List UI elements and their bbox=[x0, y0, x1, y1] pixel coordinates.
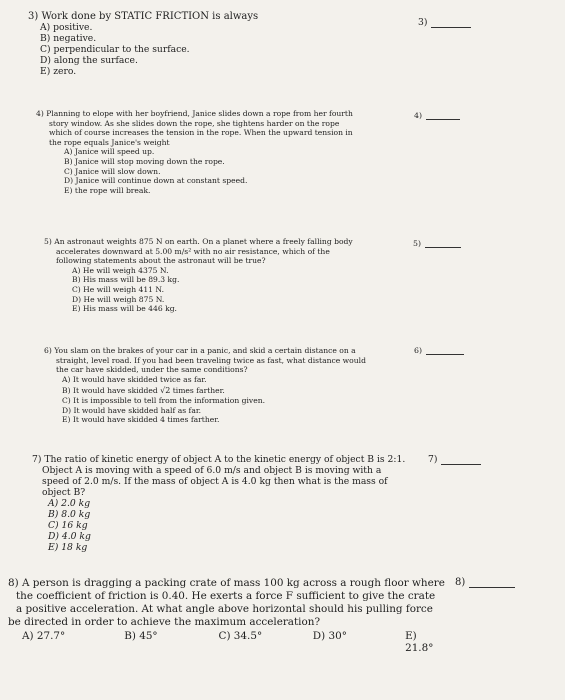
option-c[interactable]: C) He will weigh 411 N. bbox=[72, 284, 164, 294]
options bbox=[44, 266, 353, 314]
question-7 bbox=[32, 454, 405, 553]
option-b[interactable]: B) 45° bbox=[124, 630, 158, 642]
stem-line: object B? bbox=[42, 487, 86, 498]
options bbox=[8, 630, 448, 654]
stem-line: 6) You slam on the brakes of your car in a panic, and skid a certain distance on a bbox=[44, 346, 356, 355]
stem-line: Object A is moving with a speed of 6.0 m/s and object B is moving with a bbox=[42, 465, 382, 476]
option-b[interactable]: B) 8.0 kg bbox=[48, 509, 91, 520]
stem-line: straight, level road. If you had been traveling twice as fast, what distance would bbox=[56, 355, 366, 365]
stem-line: be directed in order to achieve the maximum acceleration? bbox=[8, 616, 321, 628]
option-e[interactable]: E) His mass will be 446 kg. bbox=[72, 304, 177, 314]
option-d[interactable]: D) He will weigh 875 N. bbox=[72, 294, 165, 304]
answer-number: 7) bbox=[428, 454, 438, 465]
stem-line: the rope equals Janice's weight bbox=[49, 137, 170, 147]
question-stem bbox=[28, 11, 258, 22]
stem-line: the car have skidded, under the same conditions? bbox=[56, 365, 248, 375]
answer-line[interactable] bbox=[441, 455, 481, 465]
sqrt2-symbol: √2 bbox=[160, 386, 171, 396]
option-e[interactable]: E) It would have skidded 4 times farther. bbox=[62, 415, 220, 425]
stem-line: 8) A person is dragging a packing crate of mass 100 kg across a rough floor where bbox=[8, 577, 445, 589]
question-6 bbox=[44, 346, 366, 425]
option-a[interactable]: A) Janice will speed up. bbox=[64, 147, 155, 157]
option-e[interactable]: E) the rope will break. bbox=[64, 185, 151, 195]
option-a[interactable]: A) positive. bbox=[40, 22, 93, 33]
stem-line: the coefficient of friction is 0.40. He exerts a force F sufficient to give the crate bbox=[16, 590, 436, 602]
option-b[interactable] bbox=[62, 386, 366, 396]
stem-line: 7) The ratio of kinetic energy of object A to the kinetic energy of object B is 2:1. bbox=[32, 454, 406, 465]
stem-line: following statements about the astronaut will be true? bbox=[56, 256, 266, 266]
option-c[interactable]: C) 16 kg bbox=[48, 520, 88, 531]
option-e[interactable]: E) 21.8° bbox=[405, 630, 434, 654]
answer-line[interactable] bbox=[425, 238, 461, 248]
option-a[interactable]: A) It would have skidded twice as far. bbox=[62, 374, 207, 384]
answer-line[interactable] bbox=[431, 18, 471, 28]
answer-blank-4[interactable] bbox=[414, 110, 460, 120]
answer-line[interactable] bbox=[426, 345, 464, 355]
answer-blank-6[interactable] bbox=[414, 345, 464, 355]
option-d[interactable]: D) Janice will continue down at constant speed. bbox=[64, 176, 248, 186]
answer-blank-8[interactable] bbox=[455, 577, 515, 588]
option-b[interactable]: B) negative. bbox=[40, 33, 97, 44]
stem-line: accelerates downward at 5.00 m/s² with no air resistance, which of the bbox=[56, 246, 330, 256]
option-e[interactable]: E) zero. bbox=[40, 66, 77, 77]
question-3 bbox=[28, 11, 258, 77]
options bbox=[36, 147, 353, 195]
answer-number: 5) bbox=[413, 239, 422, 248]
question-stem bbox=[44, 346, 366, 375]
stem-line: which of course increases the tension in the rope. When the upward tension in bbox=[49, 128, 353, 138]
option-e[interactable]: E) 18 kg bbox=[48, 542, 88, 553]
question-5 bbox=[44, 237, 353, 314]
options bbox=[32, 498, 405, 553]
option-b-text: B) It would have skidded bbox=[62, 386, 158, 396]
option-c[interactable]: C) perpendicular to the surface. bbox=[40, 44, 190, 55]
answer-line[interactable] bbox=[469, 578, 515, 588]
option-d[interactable]: D) along the surface. bbox=[40, 55, 138, 66]
stem-line: speed of 2.0 m/s. If the mass of object A is 4.0 kg then what is the mass of bbox=[42, 476, 388, 487]
stem-line: 5) An astronaut weights 875 N on earth. On a planet where a freely falling body bbox=[44, 237, 353, 246]
option-d[interactable]: D) 4.0 kg bbox=[48, 531, 91, 542]
stem-line: a positive acceleration. At what angle above horizontal should his pulling force bbox=[16, 603, 433, 615]
answer-blank-5[interactable] bbox=[413, 238, 461, 248]
option-b[interactable]: B) Janice will stop moving down the rope. bbox=[64, 156, 225, 166]
answer-number: 8) bbox=[455, 577, 466, 588]
option-d[interactable]: D) It would have skidded half as far. bbox=[62, 405, 202, 415]
option-c[interactable]: C) 34.5° bbox=[218, 630, 263, 642]
options bbox=[28, 22, 258, 77]
answer-blank-7[interactable] bbox=[428, 454, 481, 465]
answer-line[interactable] bbox=[426, 110, 460, 120]
option-b[interactable]: B) His mass will be 89.3 kg. bbox=[72, 275, 180, 285]
question-stem bbox=[32, 454, 405, 498]
options bbox=[44, 375, 366, 425]
question-stem bbox=[44, 237, 353, 266]
question-stem bbox=[36, 109, 353, 147]
option-b-tail: times farther. bbox=[172, 386, 225, 396]
option-c[interactable]: C) It is impossible to tell from the information given. bbox=[62, 395, 265, 405]
answer-number: 6) bbox=[414, 346, 423, 355]
stem-line: 4) Planning to elope with her boyfriend, Janice slides down a rope from her fourth bbox=[36, 109, 353, 118]
stem-line: 3) Work done by STATIC FRICTION is always bbox=[28, 11, 259, 22]
option-a[interactable]: A) 2.0 kg bbox=[48, 498, 91, 509]
question-8 bbox=[8, 577, 448, 654]
answer-blank-3[interactable] bbox=[418, 17, 471, 28]
option-a[interactable]: A) 27.7° bbox=[22, 630, 66, 642]
option-a[interactable]: A) He will weigh 4375 N. bbox=[72, 265, 169, 275]
stem-line: story window. As she slides down the rope, she tightens harder on the rope bbox=[49, 118, 340, 128]
answer-number: 3) bbox=[418, 17, 428, 28]
question-stem bbox=[8, 577, 448, 629]
option-c[interactable]: C) Janice will slow down. bbox=[64, 166, 161, 176]
question-4 bbox=[36, 109, 353, 195]
option-d[interactable]: D) 30° bbox=[312, 630, 347, 642]
answer-number: 4) bbox=[414, 111, 423, 120]
